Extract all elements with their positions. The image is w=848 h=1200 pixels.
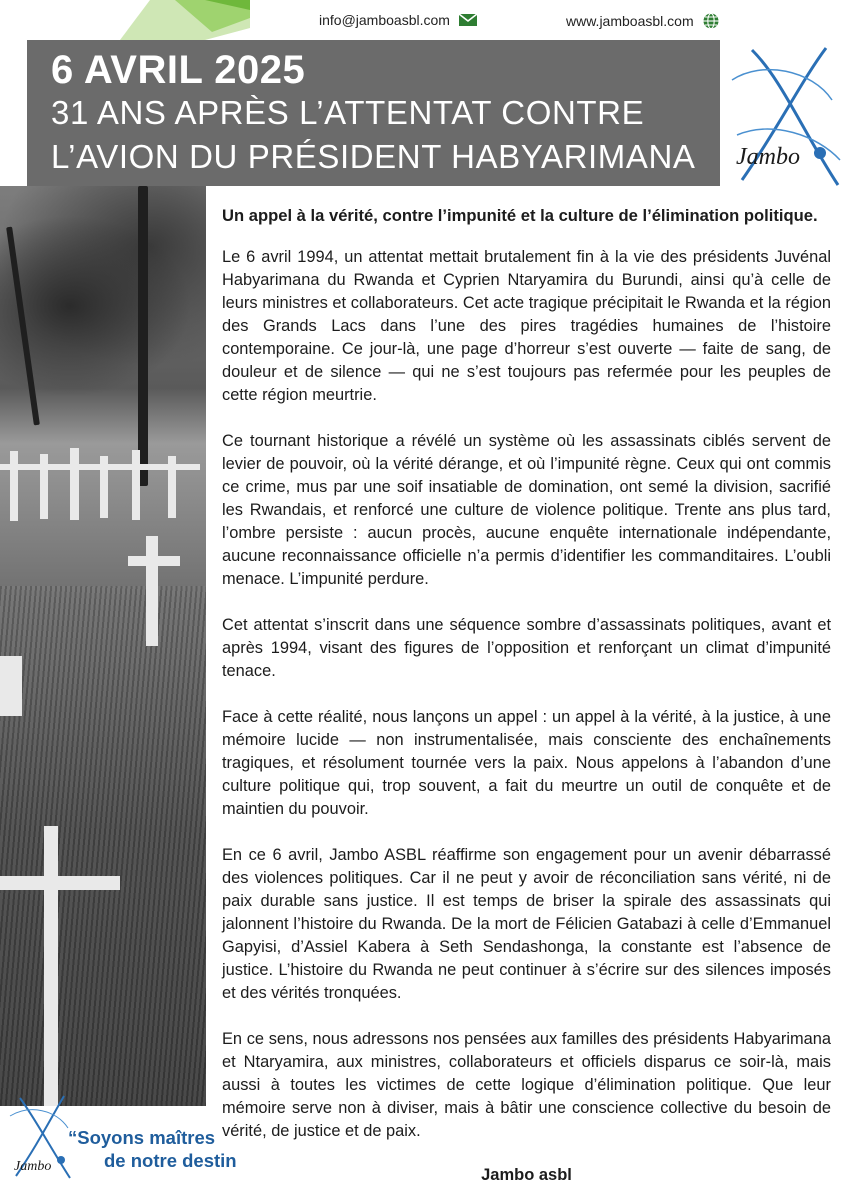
- jambo-logo-small-text: Jambo: [14, 1159, 52, 1174]
- globe-icon: [702, 12, 720, 30]
- article-body: [222, 204, 831, 1166]
- cemetery-photo: [0, 186, 206, 1106]
- jambo-logo-small: [6, 1092, 76, 1182]
- slogan: [68, 1126, 237, 1172]
- article-paragraph: Ce tournant historique a révélé un système où les assassinats ciblés servent de levier de pouvoir, où la vérité dérange, et où l’impunité règne. Ceux qui ont commis ce crime, mus par une soif insatiable de domination, ont semé la division, sacrifié les Rwandais, et renforcé une culture de violence politique. Trente ans plus tard, l’ombre persiste : aucun procès, aucune enquête internationale indépendante, aucune reconnaissance officielle n’a permis d’identifier les commanditaires. L’oubli menace. L’impunité perdure.: [222, 432, 831, 588]
- article-paragraph: En ce sens, nous adressons nos pensées aux familles des présidents Habyarimana et Ntaryamira, aux ministres, collaborateurs et officiels disparus ce soir-là, mais aussi à toutes les victimes de cette logique d’élimination politique. Que leur mémoire serve non à diviser, mais à bâtir une conscience collective du besoin de vérité, de justice et de paix.: [222, 1030, 831, 1140]
- signature: Jambo asbl: [481, 1166, 572, 1184]
- envelope-icon: [458, 13, 478, 27]
- jambo-logo: [722, 40, 848, 190]
- header-title-line1: 31 ANS APRÈS L’ATTENTAT CONTRE: [51, 94, 645, 131]
- contact-website[interactable]: [566, 12, 720, 30]
- article-paragraph: En ce 6 avril, Jambo ASBL réaffirme son engagement pour un avenir débarrassé des violences politiques. Car il ne peut y avoir de réconciliation sans vérité, ni de paix durable sans justice. Il est temps de briser la spirale des assassinats qui jalonnent l’histoire du Rwanda. De la mort de Félicien Gatabazi à celle d’Emmanuel Gapyisi, d’Assiel Kabera à Seth Sendashonga, la constante est l’absence de justice. L’histoire du Rwanda ne peut continuer à s’écrire sur des silences imposés et des vérités tronquées.: [222, 846, 831, 1002]
- article-intro: Un appel à la vérité, contre l’impunité et la culture de l’élimination politique.: [222, 206, 818, 225]
- email-text[interactable]: info@jamboasbl.com: [319, 12, 450, 28]
- header-date: 6 AVRIL 2025: [51, 48, 306, 92]
- website-text[interactable]: www.jamboasbl.com: [566, 13, 694, 29]
- article-paragraph: Face à cette réalité, nous lançons un appel : un appel à la vérité, à la justice, à une mémoire lucide — non instrumentalisée, mais consciente des enchaînements tragiques, et résolument tournée vers la paix. Nous appelons à l’abandon d’une culture politique qui, trop souvent, a fait du meurtre un outil de conquête et de maintien du pouvoir.: [222, 708, 831, 818]
- article-paragraph: Le 6 avril 1994, un attentat mettait brutalement fin à la vie des présidents Juvénal Habyarimana du Rwanda et Cyprien Ntaryamira du Burundi, ainsi qu’à celle de leurs ministres et collaborateurs. Cet acte tragique précipitait le Rwanda et la région des Grands Lacs dans l’une des pires tragédies humaines de l’histoire contemporaine. Ce jour-là, une page d’horreur s’est ouverte — faite de sang, de douleur et de silence — qui ne s’est toujours pas refermée pour les peuples de cette région meurtrie.: [222, 248, 831, 404]
- slogan-line1: “Soyons maîtres: [68, 1127, 216, 1148]
- jambo-logo-text: Jambo: [736, 144, 800, 170]
- contact-email[interactable]: [319, 12, 478, 28]
- slogan-line2: de notre destin: [104, 1150, 237, 1171]
- decorative-corner-shapes: [0, 0, 250, 40]
- header-title-line2: L’AVION DU PRÉSIDENT HABYARIMANA: [51, 138, 696, 175]
- article-paragraph: Cet attentat s’inscrit dans une séquence sombre d’assassinats politiques, avant et après 1994, visant des figures de l’opposition et renforçant un climat d’impunité tenace.: [222, 616, 831, 680]
